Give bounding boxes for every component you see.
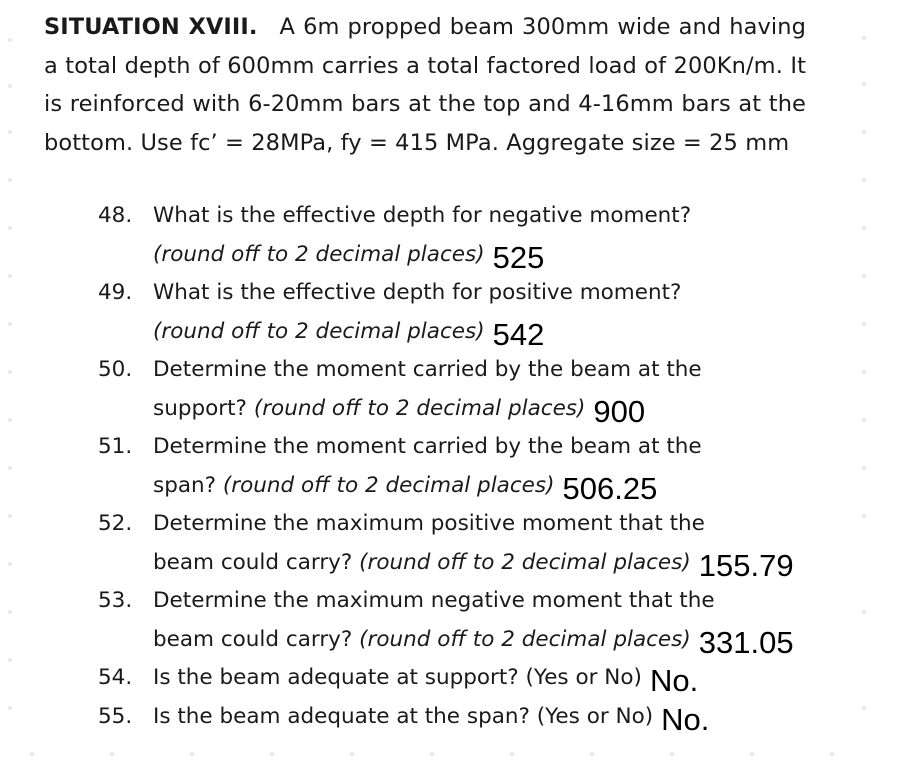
question-text: Determine the moment carried by the beam at the — [153, 357, 702, 382]
handwritten-answer: 331.05 — [698, 624, 794, 660]
handwritten-answer: No. — [649, 663, 699, 698]
situation-paragraph — [44, 8, 806, 162]
handwritten-answer: 542 — [492, 316, 545, 352]
handwritten-answer: 506.25 — [562, 470, 658, 506]
question-53 — [98, 582, 888, 662]
question-text: Is the beam adequate at the span? (Yes or No) — [153, 704, 654, 729]
situation-text: A 6m propped beam 300mm wide and having a total depth of 600mm carries a total factored load of 200Kn/m. It is reinforced with 6-20mm bars at the top and 4-16mm bars at the bottom. Use fc’ = 28MPa, fy = 415 MPa. Aggregate size = 25 mm — [44, 14, 807, 156]
question-54 — [98, 659, 888, 701]
question-text: What is the effective depth for negative moment? — [153, 203, 692, 228]
handwritten-answer: No. — [661, 702, 710, 737]
question-52 — [98, 505, 888, 585]
question-text-cont: support? — [153, 395, 247, 421]
question-text: What is the effective depth for positive moment? — [153, 280, 682, 305]
situation-label: SITUATION XVIII. — [44, 14, 258, 40]
question-number: 55. — [98, 704, 133, 729]
question-text: Determine the maximum negative moment that the — [153, 588, 715, 613]
question-hint: (round off to 2 decimal places) — [359, 549, 691, 575]
question-50 — [98, 351, 888, 431]
question-hint: (round off to 2 decimal places) — [359, 626, 691, 652]
question-51 — [98, 428, 888, 508]
question-text: Is the beam adequate at support? (Yes or No) — [153, 665, 642, 690]
question-number: 53. — [98, 588, 133, 613]
question-text-cont: span? — [153, 472, 217, 498]
handwritten-answer: 900 — [593, 393, 646, 429]
handwritten-answer: 155.79 — [698, 547, 794, 583]
question-hint: (round off to 2 decimal places) — [253, 395, 586, 421]
question-hint: (round off to 2 decimal places) — [153, 318, 485, 344]
question-number: 48. — [98, 203, 133, 228]
question-text: Determine the maximum positive moment that the — [153, 511, 705, 536]
question-hint: (round off to 2 decimal places) — [153, 241, 485, 267]
question-number: 51. — [98, 434, 133, 459]
question-text-cont: beam could carry? — [153, 626, 353, 652]
handwritten-answer: 525 — [492, 239, 545, 275]
question-number: 54. — [98, 665, 133, 690]
question-number: 52. — [98, 511, 133, 536]
question-49 — [98, 274, 888, 354]
question-48 — [98, 197, 888, 277]
question-hint: (round off to 2 decimal places) — [222, 472, 555, 498]
question-text: Determine the moment carried by the beam at the — [153, 434, 702, 459]
question-55 — [98, 698, 888, 740]
question-number: 50. — [98, 357, 133, 382]
question-text-cont: beam could carry? — [153, 549, 353, 575]
question-number: 49. — [98, 280, 133, 305]
